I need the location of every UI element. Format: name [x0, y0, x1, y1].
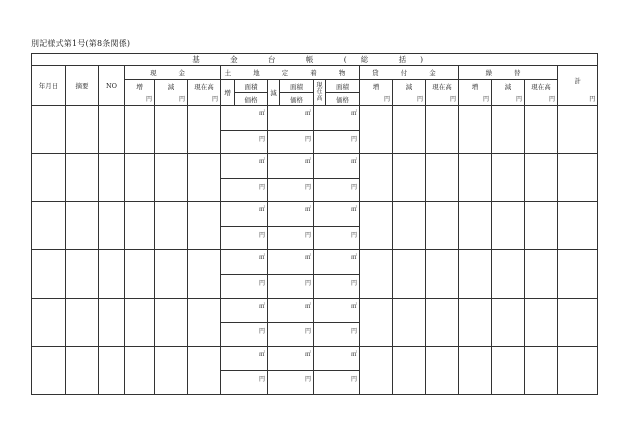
- entry-transfer-balance-cell[interactable]: [525, 250, 558, 298]
- entry-loan-balance-cell[interactable]: [426, 250, 459, 298]
- entry-total-cell[interactable]: [558, 154, 598, 202]
- cash-balance-unit: 円: [211, 96, 218, 103]
- entry-date-cell[interactable]: [32, 154, 66, 202]
- land-increase-price-header: 価格: [235, 93, 268, 106]
- entry-cash-balance-cell[interactable]: [188, 346, 221, 394]
- entry-cash-decrease-cell[interactable]: [155, 250, 188, 298]
- entry-land-current-price-cell-unit: 円: [350, 231, 357, 239]
- summary-header: 摘要: [66, 66, 99, 106]
- ledger-title: 基 金 台 帳 (総 括): [32, 54, 598, 66]
- entry-summary-cell[interactable]: [66, 202, 99, 250]
- entry-land-increase-price-cell-unit: 円: [258, 280, 265, 288]
- entry-land-current-price-cell-unit: 円: [350, 135, 357, 143]
- entry-transfer-increase-cell[interactable]: [459, 298, 492, 346]
- entry-loan-decrease-cell[interactable]: [393, 346, 426, 394]
- ledger-entry-area-row: [32, 106, 598, 131]
- entry-total-cell[interactable]: [558, 346, 598, 394]
- entry-land-current-price-cell[interactable]: [314, 226, 360, 250]
- entry-land-current-price-cell-unit: 円: [350, 328, 357, 336]
- cash-decrease-header: [155, 80, 188, 106]
- entry-cash-balance-cell[interactable]: [188, 298, 221, 346]
- entry-land-increase-area-cell[interactable]: [221, 154, 268, 179]
- ledger-entry-area-row: [32, 346, 598, 371]
- entry-cash-decrease-cell[interactable]: [155, 106, 188, 154]
- entry-land-decrease-area-cell[interactable]: [268, 202, 314, 227]
- loan-balance-header: [426, 80, 459, 106]
- entry-land-decrease-area-cell-unit: ㎡: [304, 110, 311, 117]
- entry-date-cell[interactable]: [32, 250, 66, 298]
- entry-land-current-price-cell-unit: 円: [350, 183, 357, 191]
- entry-transfer-decrease-cell[interactable]: [492, 106, 525, 154]
- entry-transfer-balance-cell[interactable]: [525, 202, 558, 250]
- entry-land-increase-area-cell-unit: ㎡: [258, 158, 265, 166]
- entry-total-cell[interactable]: [558, 202, 598, 250]
- land-decrease-area-header: 面積: [280, 80, 314, 93]
- entry-land-increase-price-cell[interactable]: [221, 130, 268, 154]
- entry-land-current-price-cell[interactable]: [314, 371, 360, 395]
- loan-increase-label: 増: [372, 83, 380, 91]
- entry-transfer-increase-cell[interactable]: [459, 202, 492, 250]
- entry-number-cell[interactable]: [99, 346, 125, 394]
- entry-transfer-decrease-cell[interactable]: [492, 298, 525, 346]
- entry-cash-balance-cell[interactable]: [188, 106, 221, 154]
- land-current-area-header: 面積: [326, 80, 360, 93]
- entry-date-cell[interactable]: [32, 346, 66, 394]
- entry-land-increase-area-cell[interactable]: [221, 250, 268, 275]
- entry-land-decrease-price-cell-unit: 円: [304, 328, 311, 336]
- entry-land-decrease-price-cell[interactable]: [268, 130, 314, 154]
- cash-balance-header: [188, 80, 221, 106]
- entry-summary-cell[interactable]: [66, 106, 99, 154]
- loan-balance-unit: 円: [449, 96, 456, 103]
- entry-transfer-decrease-cell[interactable]: [492, 202, 525, 250]
- entry-cash-increase-cell[interactable]: [125, 154, 155, 202]
- ledger-entry-area-row: [32, 250, 598, 275]
- entry-land-increase-area-cell[interactable]: [221, 202, 268, 227]
- entry-cash-balance-cell[interactable]: [188, 250, 221, 298]
- form-number-note: 別記様式第1号(第8条関係): [31, 39, 131, 48]
- ledger-entry-area-row: [32, 154, 598, 179]
- entry-date-cell[interactable]: [32, 298, 66, 346]
- entry-transfer-increase-cell[interactable]: [459, 250, 492, 298]
- entry-loan-increase-cell[interactable]: [360, 154, 393, 202]
- entry-total-cell[interactable]: [558, 298, 598, 346]
- entry-land-increase-price-cell[interactable]: [221, 226, 268, 250]
- entry-loan-decrease-cell[interactable]: [393, 250, 426, 298]
- cash-increase-label: 増: [136, 83, 143, 91]
- entry-loan-increase-cell[interactable]: [360, 250, 393, 298]
- entry-loan-decrease-cell[interactable]: [393, 202, 426, 250]
- entry-land-increase-price-cell[interactable]: [221, 275, 268, 299]
- loan-decrease-label: 減: [405, 83, 413, 91]
- entry-loan-increase-cell[interactable]: [360, 346, 393, 394]
- entry-land-increase-area-cell-unit: ㎡: [258, 254, 265, 262]
- entry-transfer-balance-cell[interactable]: [525, 106, 558, 154]
- entry-land-increase-area-cell-unit: ㎡: [258, 302, 265, 310]
- entry-land-increase-price-cell[interactable]: [221, 323, 268, 347]
- entry-loan-increase-cell[interactable]: [360, 202, 393, 250]
- entry-land-current-price-cell[interactable]: [314, 323, 360, 347]
- entry-land-decrease-area-cell[interactable]: [268, 106, 314, 131]
- date-header: 年月日: [32, 66, 66, 106]
- entry-transfer-decrease-cell[interactable]: [492, 154, 525, 202]
- entry-land-current-area-cell[interactable]: [314, 106, 360, 131]
- entry-land-increase-area-cell-unit: ㎡: [258, 206, 265, 214]
- transfer-group-header: 繰 替: [459, 66, 558, 80]
- entry-total-cell[interactable]: [558, 106, 598, 154]
- entry-summary-cell[interactable]: [66, 154, 99, 202]
- transfer-increase-header: [459, 80, 492, 106]
- entry-cash-decrease-cell[interactable]: [155, 298, 188, 346]
- land-group-header: 土 地 定 着 物: [221, 66, 360, 80]
- loan-decrease-unit: 円: [416, 96, 423, 103]
- entry-loan-balance-cell[interactable]: [426, 106, 459, 154]
- entry-loan-balance-cell[interactable]: [426, 154, 459, 202]
- entry-transfer-increase-cell[interactable]: [459, 106, 492, 154]
- entry-land-decrease-area-cell-unit: ㎡: [304, 206, 311, 214]
- cash-increase-unit: 円: [145, 96, 152, 103]
- land-decrease-header: 減: [268, 80, 280, 106]
- cash-balance-label: 現在高: [194, 83, 214, 91]
- ledger-entry-area-row: [32, 298, 598, 323]
- entry-transfer-increase-cell[interactable]: [459, 154, 492, 202]
- entry-land-increase-price-cell-unit: 円: [258, 135, 265, 143]
- entry-land-increase-area-cell-unit: ㎡: [258, 110, 265, 117]
- entry-cash-decrease-cell[interactable]: [155, 346, 188, 394]
- entry-land-current-area-cell-unit: ㎡: [350, 158, 357, 166]
- entry-land-decrease-price-cell-unit: 円: [304, 183, 311, 191]
- entry-loan-balance-cell[interactable]: [426, 298, 459, 346]
- land-increase-area-header: 面積: [235, 80, 268, 93]
- entry-land-increase-price-cell-unit: 円: [258, 376, 265, 384]
- entry-cash-increase-cell[interactable]: [125, 202, 155, 250]
- loan-decrease-header: [393, 80, 426, 106]
- entry-cash-decrease-cell[interactable]: [155, 202, 188, 250]
- cash-group-header: 現 金: [125, 66, 221, 80]
- entry-land-current-area-cell-unit: ㎡: [350, 350, 357, 358]
- entry-land-decrease-area-cell[interactable]: [268, 154, 314, 179]
- entry-cash-increase-cell[interactable]: [125, 250, 155, 298]
- transfer-decrease-header: [492, 80, 525, 106]
- entry-number-cell[interactable]: [99, 298, 125, 346]
- entry-land-increase-area-cell[interactable]: [221, 106, 268, 131]
- entry-summary-cell[interactable]: [66, 250, 99, 298]
- land-increase-header: 増: [221, 80, 235, 106]
- cash-decrease-label: 減: [167, 83, 175, 91]
- land-current-header: [314, 80, 326, 106]
- entry-loan-balance-cell[interactable]: [426, 346, 459, 394]
- entry-land-decrease-price-cell-unit: 円: [304, 135, 311, 143]
- entry-transfer-balance-cell[interactable]: [525, 298, 558, 346]
- entry-land-current-area-cell[interactable]: [314, 346, 360, 371]
- entry-land-decrease-area-cell[interactable]: [268, 298, 314, 323]
- transfer-increase-label: 増: [471, 83, 479, 91]
- entry-land-increase-price-cell[interactable]: [221, 371, 268, 395]
- land-current-label: 現在高: [316, 81, 323, 102]
- entry-land-increase-area-cell[interactable]: [221, 298, 268, 323]
- entry-transfer-decrease-cell[interactable]: [492, 346, 525, 394]
- entry-land-decrease-area-cell-unit: ㎡: [304, 158, 311, 166]
- transfer-decrease-label: 減: [504, 83, 512, 91]
- entry-cash-balance-cell[interactable]: [188, 202, 221, 250]
- entry-cash-increase-cell[interactable]: [125, 106, 155, 154]
- entry-transfer-increase-cell[interactable]: [459, 346, 492, 394]
- entry-land-current-area-cell[interactable]: [314, 202, 360, 227]
- total-unit: 円: [589, 96, 596, 103]
- land-decrease-price-header: 価格: [280, 93, 314, 106]
- transfer-decrease-unit: 円: [515, 96, 522, 103]
- entry-land-current-price-cell[interactable]: [314, 275, 360, 299]
- entry-land-current-area-cell[interactable]: [314, 154, 360, 179]
- entry-number-cell[interactable]: [99, 106, 125, 154]
- entry-date-cell[interactable]: [32, 106, 66, 154]
- entry-cash-decrease-cell[interactable]: [155, 154, 188, 202]
- entry-land-decrease-price-cell-unit: 円: [304, 280, 311, 288]
- entry-number-cell[interactable]: [99, 250, 125, 298]
- entry-land-decrease-price-cell-unit: 円: [304, 376, 311, 384]
- entry-land-current-area-cell-unit: ㎡: [350, 110, 357, 117]
- entry-loan-balance-cell[interactable]: [426, 202, 459, 250]
- entry-date-cell[interactable]: [32, 202, 66, 250]
- entry-land-decrease-price-cell-unit: 円: [304, 231, 311, 239]
- entry-land-current-price-cell-unit: 円: [350, 280, 357, 288]
- entry-cash-increase-cell[interactable]: [125, 298, 155, 346]
- land-current-price-header: 価格: [326, 93, 360, 106]
- entry-land-increase-area-cell-unit: ㎡: [258, 350, 265, 358]
- cash-increase-header: [125, 80, 155, 106]
- entry-land-increase-price-cell-unit: 円: [258, 328, 265, 336]
- entry-transfer-balance-cell[interactable]: [525, 346, 558, 394]
- entry-total-cell[interactable]: [558, 250, 598, 298]
- entry-land-decrease-area-cell-unit: ㎡: [304, 254, 311, 262]
- loan-increase-unit: 円: [383, 96, 390, 103]
- entry-land-decrease-price-cell[interactable]: [268, 226, 314, 250]
- entry-loan-decrease-cell[interactable]: [393, 298, 426, 346]
- entry-land-decrease-price-cell[interactable]: [268, 275, 314, 299]
- entry-transfer-balance-cell[interactable]: [525, 154, 558, 202]
- entry-number-cell[interactable]: [99, 154, 125, 202]
- entry-summary-cell[interactable]: [66, 298, 99, 346]
- entry-land-current-area-cell-unit: ㎡: [350, 254, 357, 262]
- transfer-increase-unit: 円: [482, 96, 489, 103]
- entry-loan-decrease-cell[interactable]: [393, 154, 426, 202]
- loan-group-header: 貸 付 金: [360, 66, 459, 80]
- entry-land-decrease-area-cell-unit: ㎡: [304, 350, 311, 358]
- entry-land-current-price-cell[interactable]: [314, 178, 360, 202]
- transfer-balance-label: 現在高: [531, 83, 551, 91]
- loan-increase-header: [360, 80, 393, 106]
- transfer-balance-header: [525, 80, 558, 106]
- entry-land-current-area-cell[interactable]: [314, 298, 360, 323]
- entry-cash-increase-cell[interactable]: [125, 346, 155, 394]
- entry-loan-increase-cell[interactable]: [360, 298, 393, 346]
- entry-land-increase-area-cell[interactable]: [221, 346, 268, 371]
- entry-land-increase-price-cell-unit: 円: [258, 183, 265, 191]
- entry-land-current-area-cell-unit: ㎡: [350, 206, 357, 214]
- ledger-entry-area-row: [32, 202, 598, 227]
- entry-land-decrease-area-cell-unit: ㎡: [304, 302, 311, 310]
- total-label: 計: [574, 77, 581, 85]
- entry-land-current-price-cell[interactable]: [314, 130, 360, 154]
- entry-loan-decrease-cell[interactable]: [393, 106, 426, 154]
- fund-ledger-table: [31, 53, 598, 395]
- entry-land-current-area-cell[interactable]: [314, 250, 360, 275]
- entry-land-decrease-price-cell[interactable]: [268, 178, 314, 202]
- transfer-balance-unit: 円: [548, 96, 555, 103]
- cash-decrease-unit: 円: [178, 96, 185, 103]
- entry-land-decrease-price-cell[interactable]: [268, 323, 314, 347]
- entry-summary-cell[interactable]: [66, 346, 99, 394]
- number-header: NO: [99, 66, 125, 106]
- entry-transfer-decrease-cell[interactable]: [492, 250, 525, 298]
- entry-land-decrease-price-cell[interactable]: [268, 371, 314, 395]
- entry-number-cell[interactable]: [99, 202, 125, 250]
- entry-land-decrease-area-cell[interactable]: [268, 250, 314, 275]
- entry-land-current-price-cell-unit: 円: [350, 376, 357, 384]
- entry-land-decrease-area-cell[interactable]: [268, 346, 314, 371]
- entry-land-increase-price-cell[interactable]: [221, 178, 268, 202]
- ledger-body: [32, 106, 598, 395]
- entry-loan-increase-cell[interactable]: [360, 106, 393, 154]
- loan-balance-label: 現在高: [432, 83, 452, 91]
- total-header: [558, 66, 598, 106]
- entry-cash-balance-cell[interactable]: [188, 154, 221, 202]
- entry-land-current-area-cell-unit: ㎡: [350, 302, 357, 310]
- entry-land-increase-price-cell-unit: 円: [258, 231, 265, 239]
